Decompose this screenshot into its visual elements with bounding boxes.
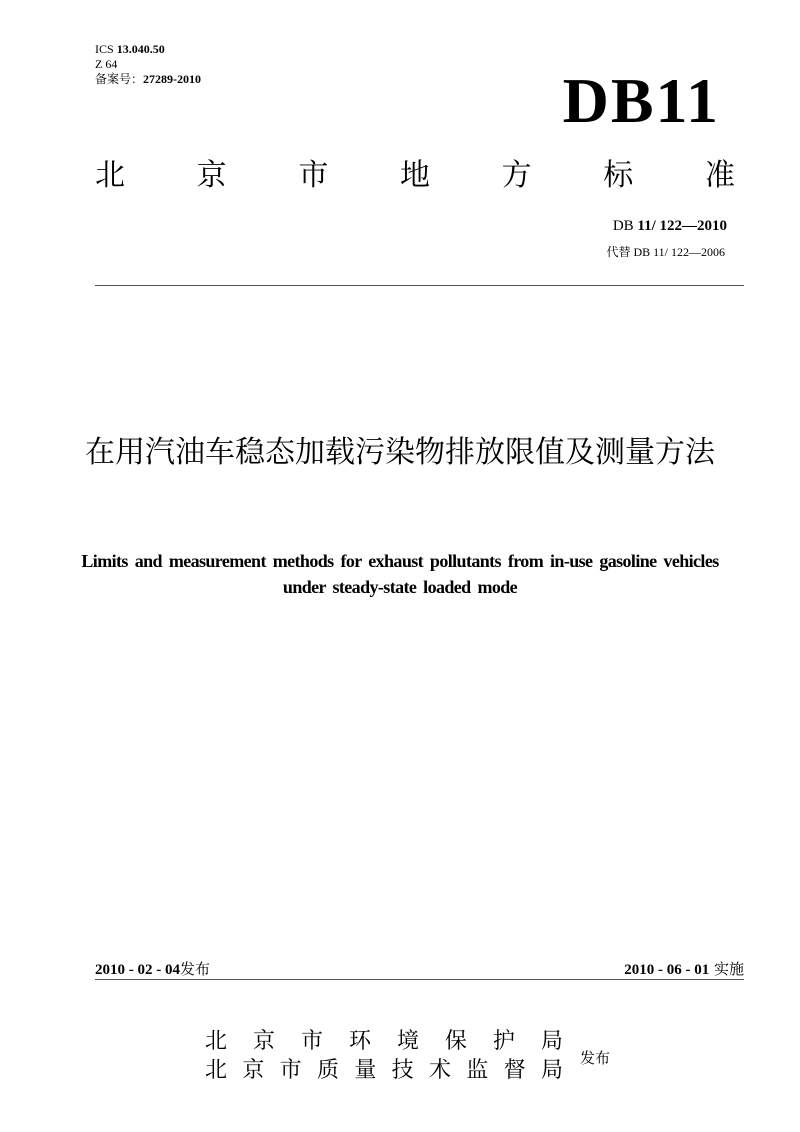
- issuer-char: 技: [391, 1058, 414, 1083]
- record-line: [95, 72, 201, 87]
- issuer-char: 保: [444, 1029, 467, 1054]
- issuer-char: 境: [396, 1029, 419, 1054]
- issuer-char: 质: [316, 1058, 339, 1083]
- title-english: Limits and measurement methods for exhaust pollutants from in-use gasoline vehicles under steady-state loaded mode: [81, 551, 719, 597]
- record-number: 27289-2010: [143, 72, 202, 86]
- issuer-char: 术: [428, 1058, 451, 1083]
- class-code: Z 64: [95, 57, 118, 71]
- standard-type: [95, 158, 735, 194]
- issuer-char: 市: [279, 1058, 302, 1083]
- ics-code: 13.040.50: [116, 42, 165, 56]
- issuer-char: 京: [252, 1029, 275, 1054]
- issuer-char: 京: [242, 1058, 265, 1083]
- issuer-char: 监: [466, 1058, 489, 1083]
- issuer-char: 护: [492, 1029, 515, 1054]
- standard-type-char: 准: [704, 158, 735, 193]
- ics-line: [95, 42, 201, 57]
- standard-type-char: 市: [298, 158, 329, 193]
- standard-type-char: 方: [501, 158, 532, 193]
- metadata-block: [95, 42, 201, 87]
- standard-number-value: 11/ 122—2010: [637, 218, 727, 234]
- implement-date: 2010 - 06 - 01: [624, 962, 710, 978]
- publish-label: 发布: [180, 960, 211, 978]
- standard-type-char: 京: [196, 158, 227, 193]
- issuer-char: 北: [205, 1058, 228, 1083]
- record-label: 备案号：: [95, 72, 144, 86]
- ics-label: ICS: [95, 42, 114, 56]
- standard-type-char: 地: [399, 158, 430, 193]
- publish-date-line: [95, 958, 210, 979]
- implement-date-line: [624, 958, 744, 979]
- standard-number-prefix: DB: [612, 218, 634, 234]
- issuer-char: 北: [205, 1029, 228, 1054]
- standard-type-char: 北: [95, 158, 125, 193]
- standard-number: [613, 218, 727, 235]
- issuer-line-1: [205, 1029, 563, 1055]
- title-chinese: 在用汽油车稳态加载污染物排放限值及测量方法: [85, 435, 715, 470]
- issuer-char: 市: [300, 1029, 323, 1054]
- issuer-char: 督: [503, 1058, 526, 1083]
- issuer-char: 局: [540, 1058, 563, 1083]
- bottom-divider: [95, 979, 744, 980]
- replaces-note: 代替 DB 11/ 122—2006: [606, 245, 725, 259]
- issuer-char: 量: [354, 1058, 377, 1083]
- issuer-line-2: [205, 1058, 563, 1084]
- standard-type-char: 标: [603, 158, 634, 193]
- issue-label: 发布: [580, 1049, 611, 1067]
- issuer-char: 局: [540, 1029, 563, 1054]
- publish-date: 2010 - 02 - 04: [95, 962, 180, 978]
- top-divider: [95, 285, 744, 286]
- issuer-char: 环: [348, 1029, 371, 1054]
- db-code: DB11: [562, 65, 720, 136]
- implement-label: 实施: [713, 960, 744, 978]
